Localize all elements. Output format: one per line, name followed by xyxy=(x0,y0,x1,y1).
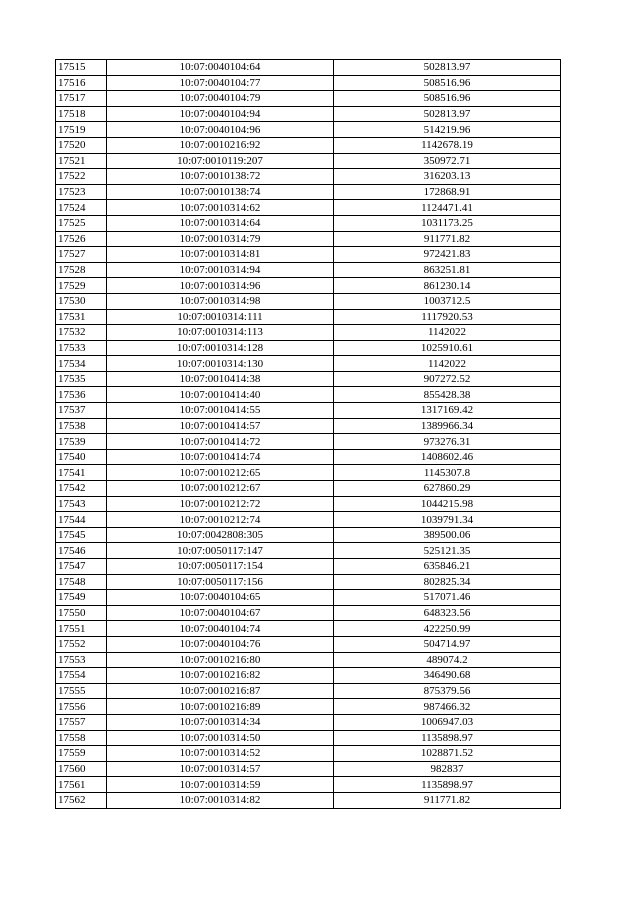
cadastral-number-cell: 10:07:0040104:64 xyxy=(107,60,334,76)
cadastral-number-cell: 10:07:0010314:98 xyxy=(107,293,334,309)
table-row xyxy=(56,309,561,325)
table-row xyxy=(56,792,561,808)
table-row xyxy=(56,215,561,231)
value-cell: 346490.68 xyxy=(334,668,561,684)
table-row xyxy=(56,496,561,512)
table-row xyxy=(56,730,561,746)
row-index-cell: 17558 xyxy=(56,730,107,746)
table-row xyxy=(56,636,561,652)
value-cell: 1025910.61 xyxy=(334,340,561,356)
table-row xyxy=(56,325,561,341)
row-index-cell: 17545 xyxy=(56,527,107,543)
row-index-cell: 17523 xyxy=(56,184,107,200)
table-row xyxy=(56,169,561,185)
table-row xyxy=(56,621,561,637)
row-index-cell: 17517 xyxy=(56,91,107,107)
table-row xyxy=(56,434,561,450)
cadastral-number-cell: 10:07:0010414:40 xyxy=(107,387,334,403)
value-cell: 907272.52 xyxy=(334,371,561,387)
table-row xyxy=(56,714,561,730)
value-cell: 172868.91 xyxy=(334,184,561,200)
cadastral-number-cell: 10:07:0010216:92 xyxy=(107,137,334,153)
table-row xyxy=(56,403,561,419)
row-index-cell: 17551 xyxy=(56,621,107,637)
table-row xyxy=(56,699,561,715)
row-index-cell: 17548 xyxy=(56,574,107,590)
value-cell: 911771.82 xyxy=(334,792,561,808)
row-index-cell: 17539 xyxy=(56,434,107,450)
row-index-cell: 17525 xyxy=(56,215,107,231)
cadastral-number-cell: 10:07:0010314:62 xyxy=(107,200,334,216)
table-row xyxy=(56,75,561,91)
row-index-cell: 17526 xyxy=(56,231,107,247)
row-index-cell: 17559 xyxy=(56,746,107,762)
cadastral-number-cell: 10:07:0010119:207 xyxy=(107,153,334,169)
table-row xyxy=(56,512,561,528)
table-row xyxy=(56,683,561,699)
table-row xyxy=(56,527,561,543)
value-cell: 502813.97 xyxy=(334,60,561,76)
value-cell: 802825.34 xyxy=(334,574,561,590)
value-cell: 514219.96 xyxy=(334,122,561,138)
value-cell: 875379.56 xyxy=(334,683,561,699)
row-index-cell: 17531 xyxy=(56,309,107,325)
table-row xyxy=(56,559,561,575)
cadastral-number-cell: 10:07:0050117:154 xyxy=(107,559,334,575)
cadastral-number-cell: 10:07:0010314:96 xyxy=(107,278,334,294)
cadastral-number-cell: 10:07:0010212:67 xyxy=(107,481,334,497)
row-index-cell: 17530 xyxy=(56,293,107,309)
value-cell: 987466.32 xyxy=(334,699,561,715)
cadastral-number-cell: 10:07:0010314:57 xyxy=(107,761,334,777)
cadastral-number-cell: 10:07:0010314:34 xyxy=(107,714,334,730)
cadastral-number-cell: 10:07:0040104:77 xyxy=(107,75,334,91)
row-index-cell: 17519 xyxy=(56,122,107,138)
row-index-cell: 17555 xyxy=(56,683,107,699)
cadastral-number-cell: 10:07:0010414:57 xyxy=(107,418,334,434)
value-cell: 1003712.5 xyxy=(334,293,561,309)
value-cell: 1142678.19 xyxy=(334,137,561,153)
cadastral-number-cell: 10:07:0010314:52 xyxy=(107,746,334,762)
row-index-cell: 17556 xyxy=(56,699,107,715)
cadastral-number-cell: 10:07:0010216:89 xyxy=(107,699,334,715)
table-row xyxy=(56,590,561,606)
value-cell: 1142022 xyxy=(334,325,561,341)
table-row xyxy=(56,262,561,278)
cadastral-number-cell: 10:07:0010314:130 xyxy=(107,356,334,372)
row-index-cell: 17515 xyxy=(56,60,107,76)
value-cell: 1135898.97 xyxy=(334,730,561,746)
value-cell: 911771.82 xyxy=(334,231,561,247)
row-index-cell: 17542 xyxy=(56,481,107,497)
cadastral-number-cell: 10:07:0040104:94 xyxy=(107,106,334,122)
value-cell: 1124471.41 xyxy=(334,200,561,216)
row-index-cell: 17553 xyxy=(56,652,107,668)
table-row xyxy=(56,122,561,138)
cadastral-number-cell: 10:07:0010414:55 xyxy=(107,403,334,419)
value-cell: 489074.2 xyxy=(334,652,561,668)
value-cell: 1145307.8 xyxy=(334,465,561,481)
value-cell: 973276.31 xyxy=(334,434,561,450)
row-index-cell: 17521 xyxy=(56,153,107,169)
table-row xyxy=(56,91,561,107)
cadastral-number-cell: 10:07:0010216:80 xyxy=(107,652,334,668)
row-index-cell: 17561 xyxy=(56,777,107,793)
data-table xyxy=(55,59,561,809)
cadastral-number-cell: 10:07:0050117:147 xyxy=(107,543,334,559)
cadastral-number-cell: 10:07:0010212:72 xyxy=(107,496,334,512)
row-index-cell: 17529 xyxy=(56,278,107,294)
table-row xyxy=(56,340,561,356)
cadastral-number-cell: 10:07:0010414:74 xyxy=(107,449,334,465)
cadastral-number-cell: 10:07:0010314:59 xyxy=(107,777,334,793)
table-row xyxy=(56,668,561,684)
table-row xyxy=(56,356,561,372)
table-row xyxy=(56,106,561,122)
cadastral-number-cell: 10:07:0010314:64 xyxy=(107,215,334,231)
cadastral-number-cell: 10:07:0010414:38 xyxy=(107,371,334,387)
cadastral-number-cell: 10:07:0010314:50 xyxy=(107,730,334,746)
row-index-cell: 17541 xyxy=(56,465,107,481)
value-cell: 316203.13 xyxy=(334,169,561,185)
cadastral-number-cell: 10:07:0040104:96 xyxy=(107,122,334,138)
row-index-cell: 17538 xyxy=(56,418,107,434)
cadastral-number-cell: 10:07:0010314:79 xyxy=(107,231,334,247)
table-row xyxy=(56,200,561,216)
table-row xyxy=(56,481,561,497)
table-row xyxy=(56,247,561,263)
table-body xyxy=(56,60,561,809)
row-index-cell: 17546 xyxy=(56,543,107,559)
value-cell: 1006947.03 xyxy=(334,714,561,730)
row-index-cell: 17516 xyxy=(56,75,107,91)
value-cell: 1117920.53 xyxy=(334,309,561,325)
row-index-cell: 17540 xyxy=(56,449,107,465)
row-index-cell: 17557 xyxy=(56,714,107,730)
value-cell: 508516.96 xyxy=(334,91,561,107)
table-row xyxy=(56,777,561,793)
table-row xyxy=(56,137,561,153)
value-cell: 502813.97 xyxy=(334,106,561,122)
row-index-cell: 17524 xyxy=(56,200,107,216)
table-row xyxy=(56,761,561,777)
cadastral-number-cell: 10:07:0010212:74 xyxy=(107,512,334,528)
value-cell: 627860.29 xyxy=(334,481,561,497)
row-index-cell: 17547 xyxy=(56,559,107,575)
table-row xyxy=(56,652,561,668)
cadastral-number-cell: 10:07:0010314:94 xyxy=(107,262,334,278)
row-index-cell: 17520 xyxy=(56,137,107,153)
cadastral-number-cell: 10:07:0050117:156 xyxy=(107,574,334,590)
table-row xyxy=(56,449,561,465)
cadastral-number-cell: 10:07:0010216:82 xyxy=(107,668,334,684)
value-cell: 508516.96 xyxy=(334,75,561,91)
cadastral-number-cell: 10:07:0010314:113 xyxy=(107,325,334,341)
row-index-cell: 17550 xyxy=(56,605,107,621)
table-row xyxy=(56,278,561,294)
table-row xyxy=(56,605,561,621)
row-index-cell: 17534 xyxy=(56,356,107,372)
cadastral-number-cell: 10:07:0040104:76 xyxy=(107,636,334,652)
row-index-cell: 17562 xyxy=(56,792,107,808)
row-index-cell: 17560 xyxy=(56,761,107,777)
cadastral-number-cell: 10:07:0010414:72 xyxy=(107,434,334,450)
cadastral-number-cell: 10:07:0040104:74 xyxy=(107,621,334,637)
value-cell: 350972.71 xyxy=(334,153,561,169)
value-cell: 1028871.52 xyxy=(334,746,561,762)
value-cell: 1408602.46 xyxy=(334,449,561,465)
table-row xyxy=(56,746,561,762)
value-cell: 635846.21 xyxy=(334,559,561,575)
cadastral-number-cell: 10:07:0010314:82 xyxy=(107,792,334,808)
value-cell: 855428.38 xyxy=(334,387,561,403)
row-index-cell: 17536 xyxy=(56,387,107,403)
value-cell: 1389966.34 xyxy=(334,418,561,434)
row-index-cell: 17537 xyxy=(56,403,107,419)
cadastral-number-cell: 10:07:0010314:81 xyxy=(107,247,334,263)
table-row xyxy=(56,293,561,309)
table-row xyxy=(56,543,561,559)
value-cell: 1031173.25 xyxy=(334,215,561,231)
row-index-cell: 17535 xyxy=(56,371,107,387)
cadastral-number-cell: 10:07:0040104:65 xyxy=(107,590,334,606)
cadastral-number-cell: 10:07:0010138:72 xyxy=(107,169,334,185)
row-index-cell: 17549 xyxy=(56,590,107,606)
value-cell: 863251.81 xyxy=(334,262,561,278)
row-index-cell: 17532 xyxy=(56,325,107,341)
cadastral-number-cell: 10:07:0010138:74 xyxy=(107,184,334,200)
value-cell: 982837 xyxy=(334,761,561,777)
value-cell: 648323.56 xyxy=(334,605,561,621)
value-cell: 504714.97 xyxy=(334,636,561,652)
row-index-cell: 17522 xyxy=(56,169,107,185)
value-cell: 1044215.98 xyxy=(334,496,561,512)
cadastral-number-cell: 10:07:0010314:111 xyxy=(107,309,334,325)
value-cell: 1039791.34 xyxy=(334,512,561,528)
value-cell: 1142022 xyxy=(334,356,561,372)
row-index-cell: 17533 xyxy=(56,340,107,356)
cadastral-number-cell: 10:07:0010216:87 xyxy=(107,683,334,699)
value-cell: 517071.46 xyxy=(334,590,561,606)
table-row xyxy=(56,153,561,169)
value-cell: 389500.06 xyxy=(334,527,561,543)
table-row xyxy=(56,465,561,481)
table-row xyxy=(56,184,561,200)
row-index-cell: 17554 xyxy=(56,668,107,684)
row-index-cell: 17518 xyxy=(56,106,107,122)
row-index-cell: 17552 xyxy=(56,636,107,652)
row-index-cell: 17544 xyxy=(56,512,107,528)
cadastral-number-cell: 10:07:0042808:305 xyxy=(107,527,334,543)
value-cell: 1135898.97 xyxy=(334,777,561,793)
value-cell: 1317169.42 xyxy=(334,403,561,419)
table-row xyxy=(56,574,561,590)
cadastral-number-cell: 10:07:0010212:65 xyxy=(107,465,334,481)
cadastral-number-cell: 10:07:0010314:128 xyxy=(107,340,334,356)
value-cell: 972421.83 xyxy=(334,247,561,263)
value-cell: 525121.35 xyxy=(334,543,561,559)
value-cell: 861230.14 xyxy=(334,278,561,294)
row-index-cell: 17543 xyxy=(56,496,107,512)
row-index-cell: 17527 xyxy=(56,247,107,263)
value-cell: 422250.99 xyxy=(334,621,561,637)
row-index-cell: 17528 xyxy=(56,262,107,278)
table-row xyxy=(56,371,561,387)
cadastral-number-cell: 10:07:0040104:79 xyxy=(107,91,334,107)
table-row xyxy=(56,60,561,76)
table-row xyxy=(56,418,561,434)
table-row xyxy=(56,231,561,247)
cadastral-number-cell: 10:07:0040104:67 xyxy=(107,605,334,621)
table-row xyxy=(56,387,561,403)
